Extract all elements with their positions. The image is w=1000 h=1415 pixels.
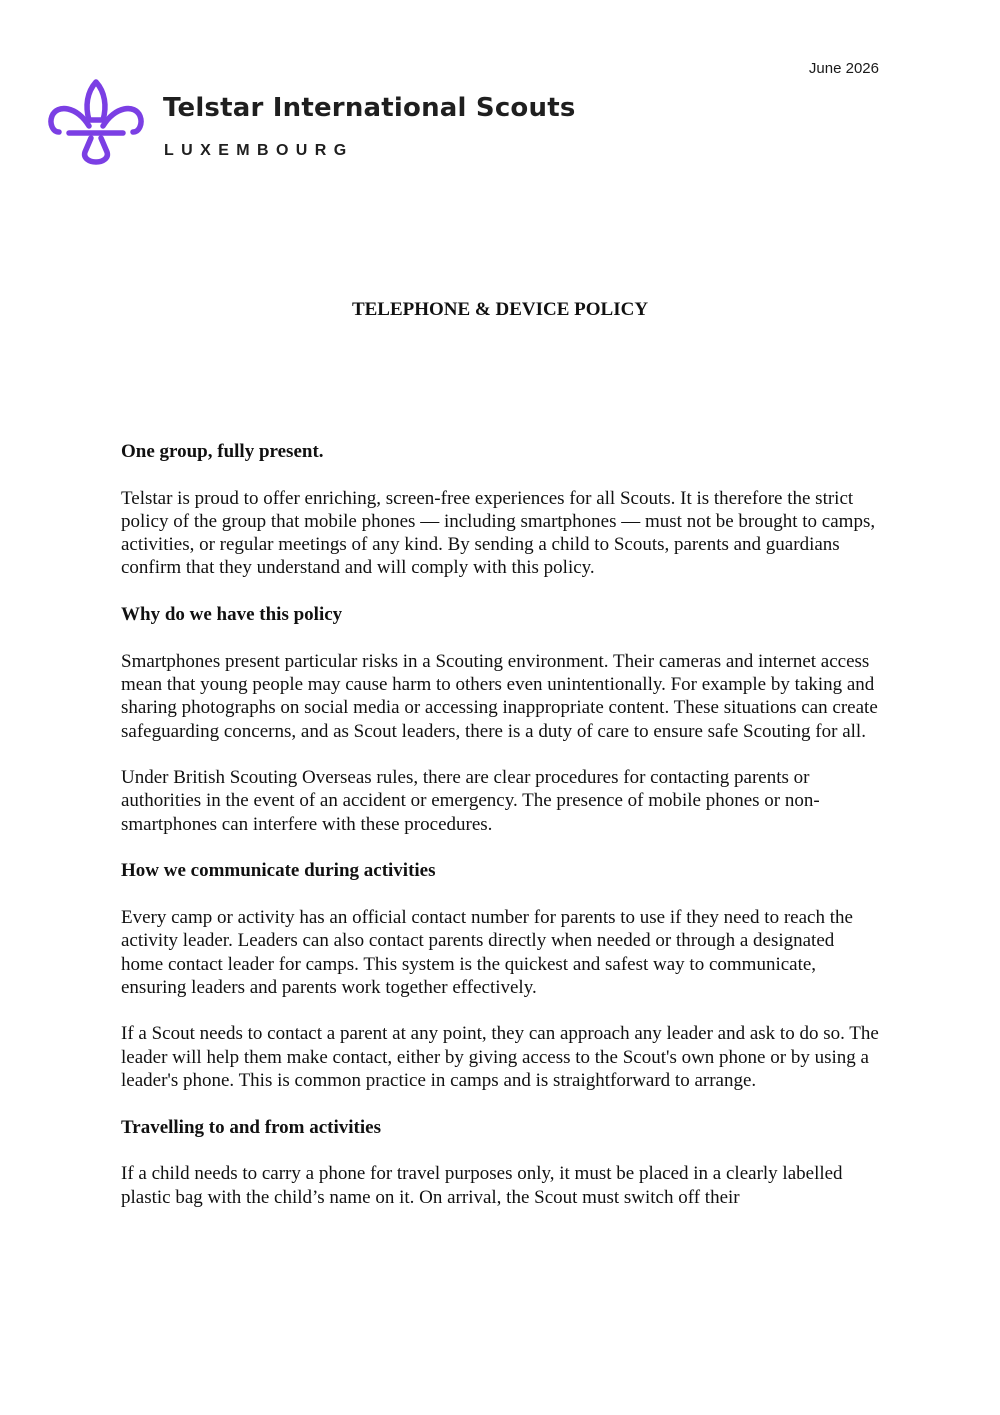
org-name: Telstar International Scouts: [163, 93, 576, 123]
fleur-de-lis-icon: [47, 78, 145, 166]
document-date: June 2026: [808, 60, 879, 77]
paragraph: If a Scout needs to contact a parent at any point, they can approach any leader and ask to do so. The leader will help them make contact, either by giving access to the Scout's own phone or by using a leader's phone. This is common practice in camps and is straightforward to arrange.: [121, 1023, 879, 1092]
paragraph: If a child needs to carry a phone for travel purposes only, it must be placed in a clearly labelled plastic bag with the child’s name on it. On arrival, the Scout must switch off their: [121, 1163, 843, 1208]
section-heading: Why do we have this policy: [121, 604, 343, 626]
paragraph: Under British Scouting Overseas rules, there are clear procedures for contacting parents or authorities in the event of an accident or emergency. The presence of mobile phones or non-smartphones can interfere with these procedures.: [121, 767, 820, 835]
section-heading: How we communicate during activities: [121, 860, 436, 882]
document-body: [121, 440, 881, 1232]
paragraph: Smartphones present particular risks in a Scouting environment. Their cameras and internet access mean that young people may cause harm to others even unintentionally. For example by taking and sharing photographs on social media or accessing inappropriate content. These situations can create safeguarding concerns, and as Scout leaders, there is a duty of care to ensure safe Scouting for all.: [121, 650, 878, 742]
section-heading: One group, fully present.: [121, 441, 324, 462]
paragraph: Telstar is proud to offer enriching, screen-free experiences for all Scouts. It is therefore the strict policy of the group that mobile phones — including smartphones — must not be brought to camps, activities, or regular meetings of any kind. By sending a child to Scouts, parents and guardians confirm that they understand and will comply with this policy.: [121, 487, 876, 579]
paragraph: Every camp or activity has an official contact number for parents to use if they need to reach the activity leader. Leaders can also contact parents directly when needed or through a designated home contact leader for camps. This system is the quickest and safest way to communicate, ensuring leaders and parents work together effectively.: [121, 906, 853, 998]
section-heading: Travelling to and from activities: [121, 1116, 381, 1138]
org-subtitle: LUXEMBOURG: [164, 142, 354, 159]
document-title: TELEPHONE & DEVICE POLICY: [351, 299, 649, 320]
